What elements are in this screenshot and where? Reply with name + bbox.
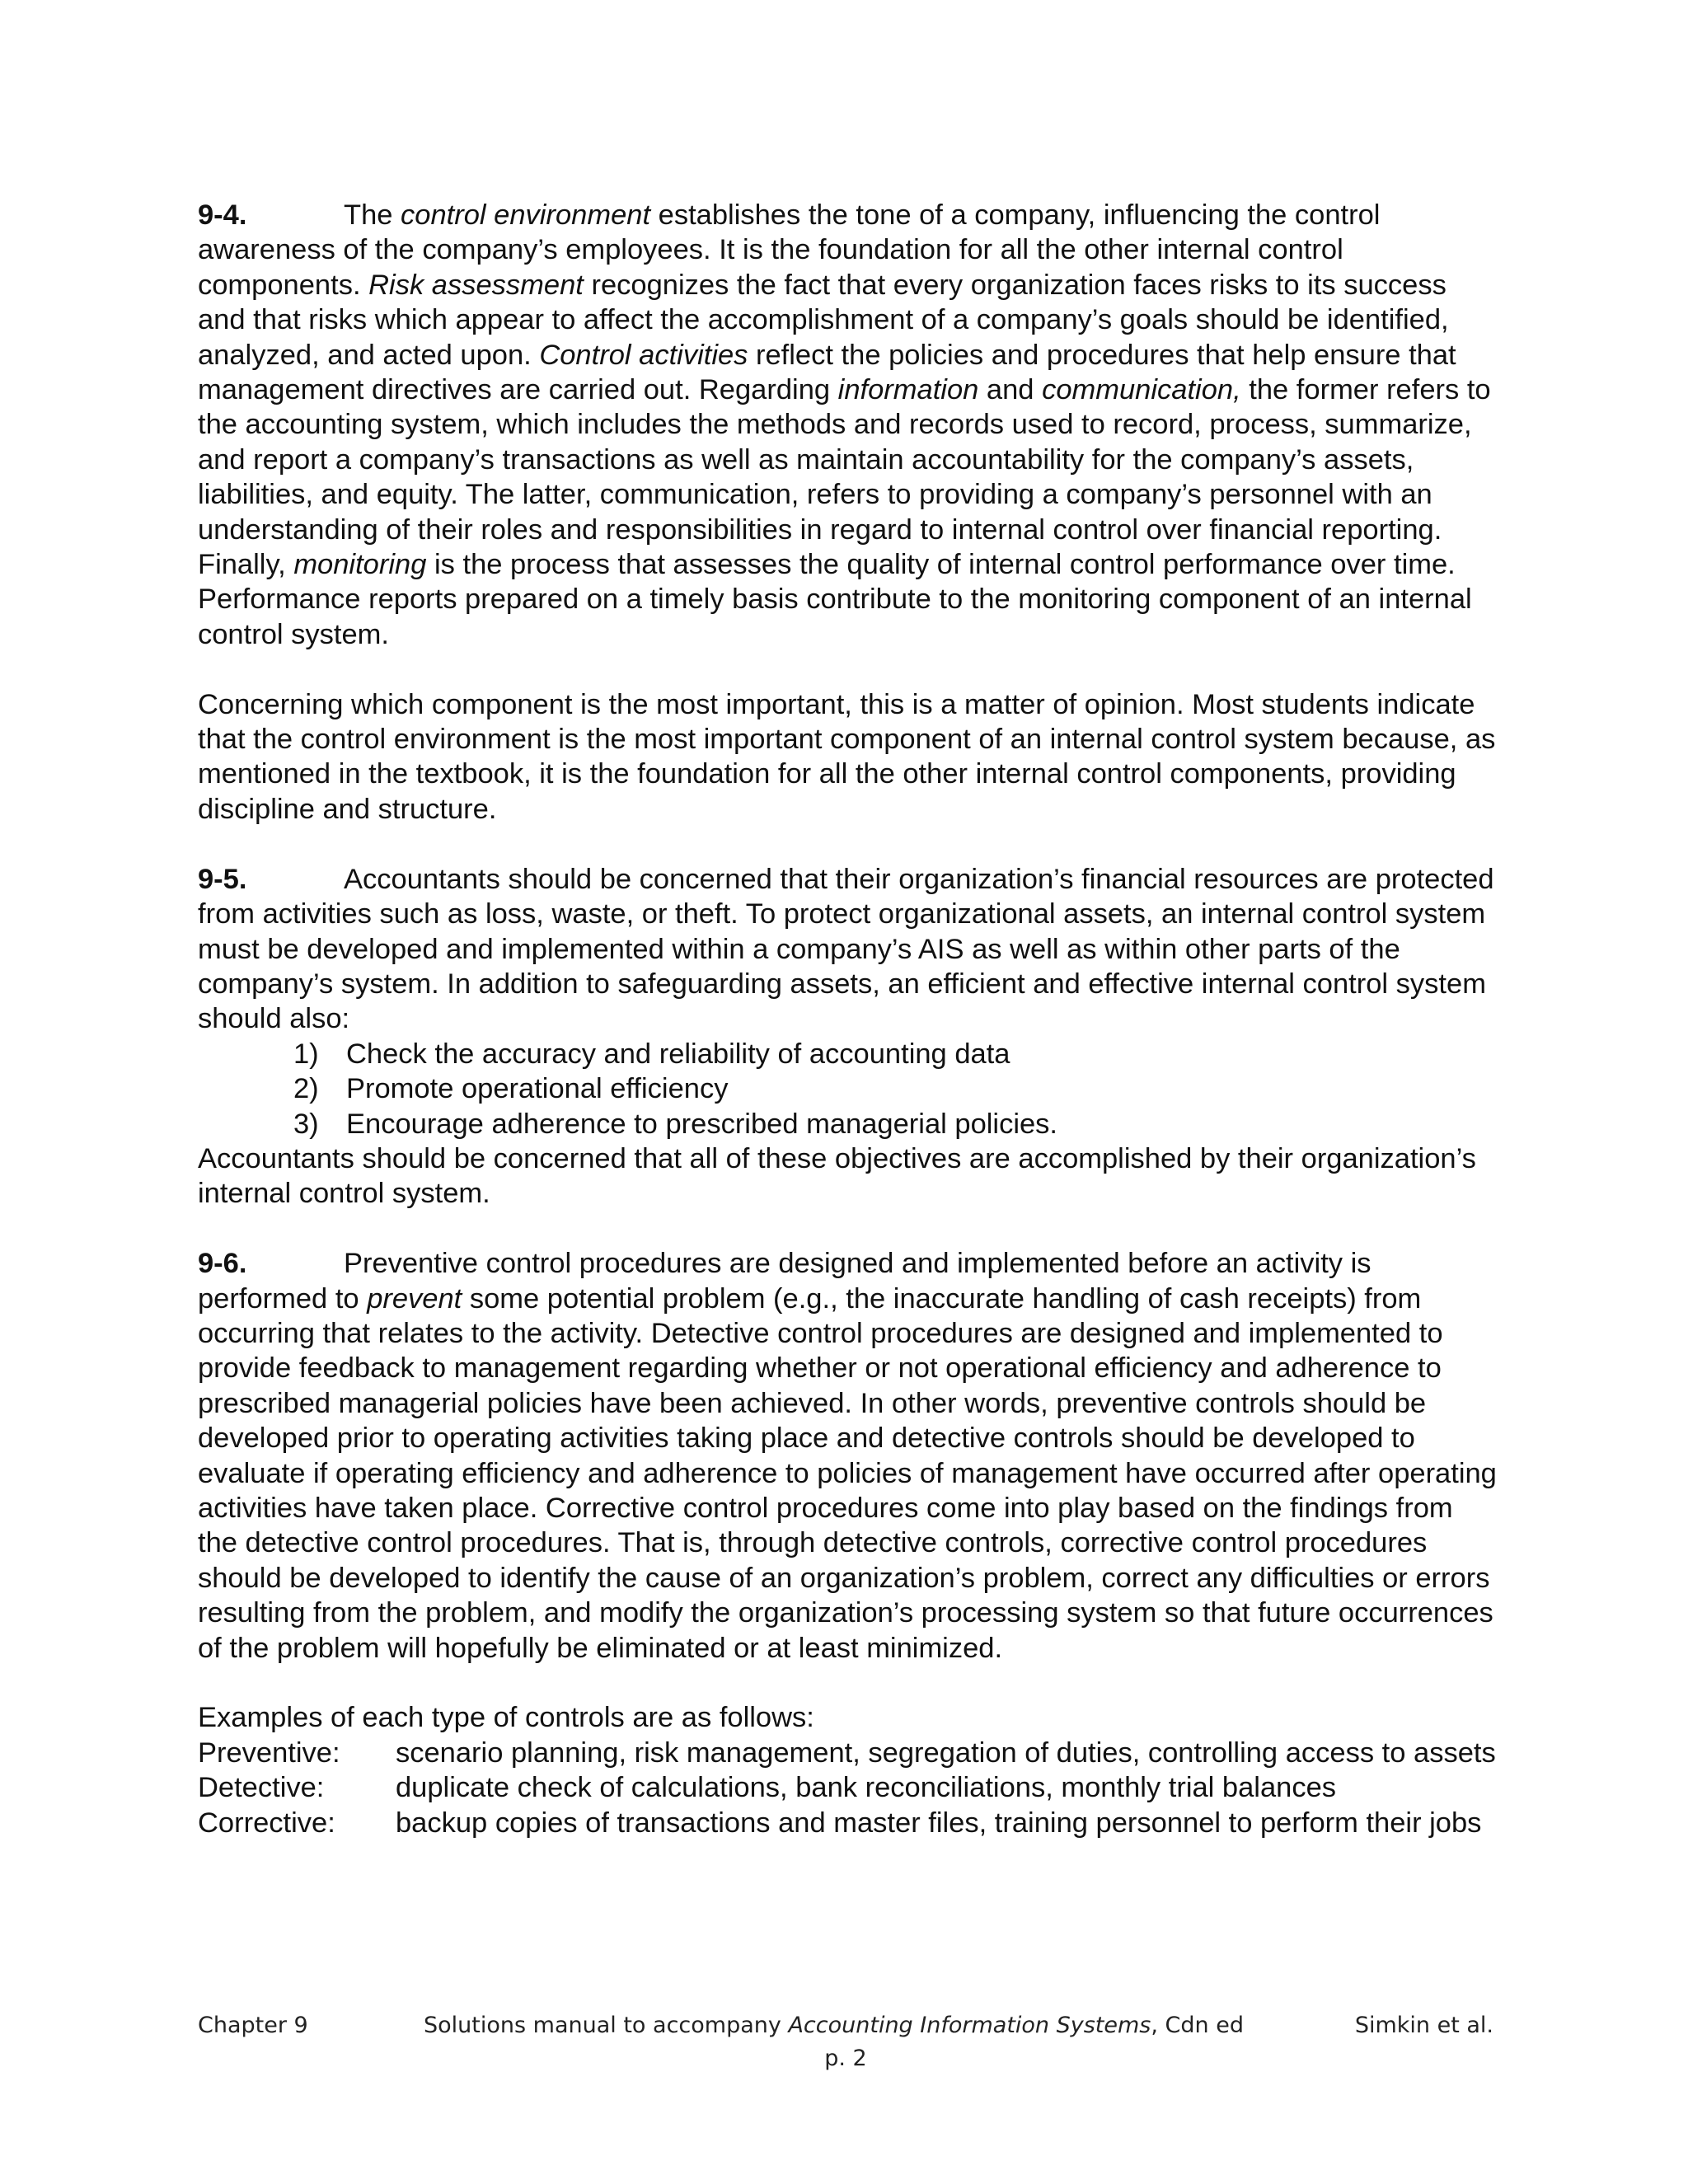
question-number: 9-4. — [198, 199, 247, 231]
example-row-detective — [198, 1770, 1500, 1805]
objectives-list — [198, 1037, 1500, 1141]
question-number: 9-5. — [198, 863, 247, 895]
list-item — [198, 1071, 1500, 1106]
text-run: Solutions manual to accompany — [424, 2013, 789, 2038]
question-9-6-paragraph — [198, 1246, 1500, 1666]
footer-chapter: Chapter 9 — [198, 2013, 308, 2038]
example-label: Detective: — [198, 1772, 325, 1804]
example-label: Preventive: — [198, 1736, 340, 1769]
italic-term: Accounting Information Systems — [788, 2013, 1151, 2038]
italic-term: control environment — [401, 199, 651, 231]
footer-authors: Simkin et al. — [1354, 2013, 1493, 2038]
document-page — [198, 198, 1500, 1840]
rich-text — [198, 1248, 1497, 1663]
text-run: The — [344, 199, 401, 231]
examples-table — [198, 1736, 1500, 1840]
question-9-5-conclusion: Accountants should be concerned that all of these objectives are accomplished by their organization’s internal control system. — [198, 1142, 1476, 1210]
italic-term: prevent — [367, 1282, 462, 1315]
example-text: scenario planning, risk management, segregation of duties, controlling access to assets — [396, 1736, 1496, 1769]
text-run: establishes the tone of a company, influencing the control awareness of the company’s employees. It is the foundation for all the other internal control components. — [198, 199, 1381, 301]
example-text: duplicate check of calculations, bank reconciliations, monthly trial balances — [396, 1772, 1337, 1804]
example-row-corrective — [198, 1806, 1500, 1840]
footer-title — [424, 2009, 1244, 2042]
list-item-text: Encourage adherence to prescribed managerial policies. — [346, 1108, 1058, 1140]
italic-term: Risk assessment — [368, 269, 584, 301]
italic-term: monitoring — [293, 549, 427, 581]
italic-term: Control activities — [539, 339, 748, 371]
question-number: 9-6. — [198, 1248, 247, 1280]
list-item-text: Promote operational efficiency — [346, 1073, 729, 1105]
question-9-5-paragraph — [198, 862, 1500, 1037]
list-marker: 1) — [293, 1038, 319, 1070]
text-run: Preventive control procedures are designed and implemented before an activity is performed to — [198, 1248, 1372, 1315]
italic-term: information — [837, 374, 979, 406]
rich-text — [198, 199, 1491, 650]
text-run: recognizes the fact that every organization faces risks to its success and that risks which appear to affect the accomplishment of a company’s goals should be identified, analyzed, and acted upon. — [198, 269, 1449, 371]
list-marker: 3) — [293, 1108, 319, 1140]
example-label: Corrective: — [198, 1807, 335, 1839]
text-run: reflect the policies and procedures that help ensure that management directives are carried out. Regarding — [198, 339, 1456, 406]
example-row-preventive — [198, 1736, 1500, 1770]
list-item-text: Check the accuracy and reliability of accounting data — [346, 1038, 1010, 1070]
page-number: p. 2 — [824, 2046, 867, 2071]
text-run: some potential problem (e.g., the inaccurate handling of cash receipts) from occurring that relates to the activity. Detective control procedures are designed and implemented to provide feedback to management regarding whether or not operational efficiency and adherence to prescribed managerial policies have been achieved. In other words, preventive controls should be developed prior to operating activities taking place and detective controls should be developed to evaluate if operating efficiency and adherence to policies of management have occurred after operating activities have taken place. Corrective control procedures come into play based on the findings from the detective control procedures. That is, through detective controls, corrective control procedures should be developed to identify the cause of an organization’s problem, correct any difficulties or errors resulting from the problem, and modify the organization’s processing system so that future occurrences of the problem will hopefully be eliminated or at least minimized. — [198, 1282, 1497, 1664]
text-run: is the process that assesses the quality of internal control performance over time. Performance reports prepared on a timely basis contribute to the monitoring component of an internal control system. — [198, 549, 1472, 650]
example-text: backup copies of transactions and master files, training personnel to perform their jobs — [396, 1807, 1482, 1839]
examples-intro: Examples of each type of controls are as follows: — [198, 1702, 814, 1734]
text-run: , Cdn ed — [1151, 2013, 1244, 2038]
question-9-4-paragraph — [198, 198, 1500, 652]
question-9-4-opinion-paragraph: Concerning which component is the most important, this is a matter of opinion. Most students indicate that the control environment is the most important component of an internal control system because, as mentioned in the textbook, it is the foundation for all the other internal control components, providing discipline and structure. — [198, 688, 1496, 825]
list-item — [198, 1037, 1500, 1071]
paragraph-text: Accountants should be concerned that their organization’s financial resources are protected from activities such as loss, waste, or theft. To protect organizational assets, an internal control system must be developed and implemented within a company’s AIS as well as within other parts of the company’s system. In addition to safeguarding assets, an efficient and effective internal control system should also: — [198, 863, 1494, 1035]
italic-term: communication, — [1042, 374, 1241, 406]
list-item — [198, 1107, 1500, 1141]
text-run: the former refers to the accounting system, which includes the methods and records used to record, process, summarize, and report a company’s transactions as well as maintain accountability for the company’s assets, liabilities, and equity. The latter, communication, refers to providing a company’s personnel with an understanding of their roles and responsibilities in regard to internal control over financial reporting. Finally, — [198, 374, 1491, 581]
list-marker: 2) — [293, 1073, 319, 1105]
text-run: and — [978, 374, 1043, 406]
